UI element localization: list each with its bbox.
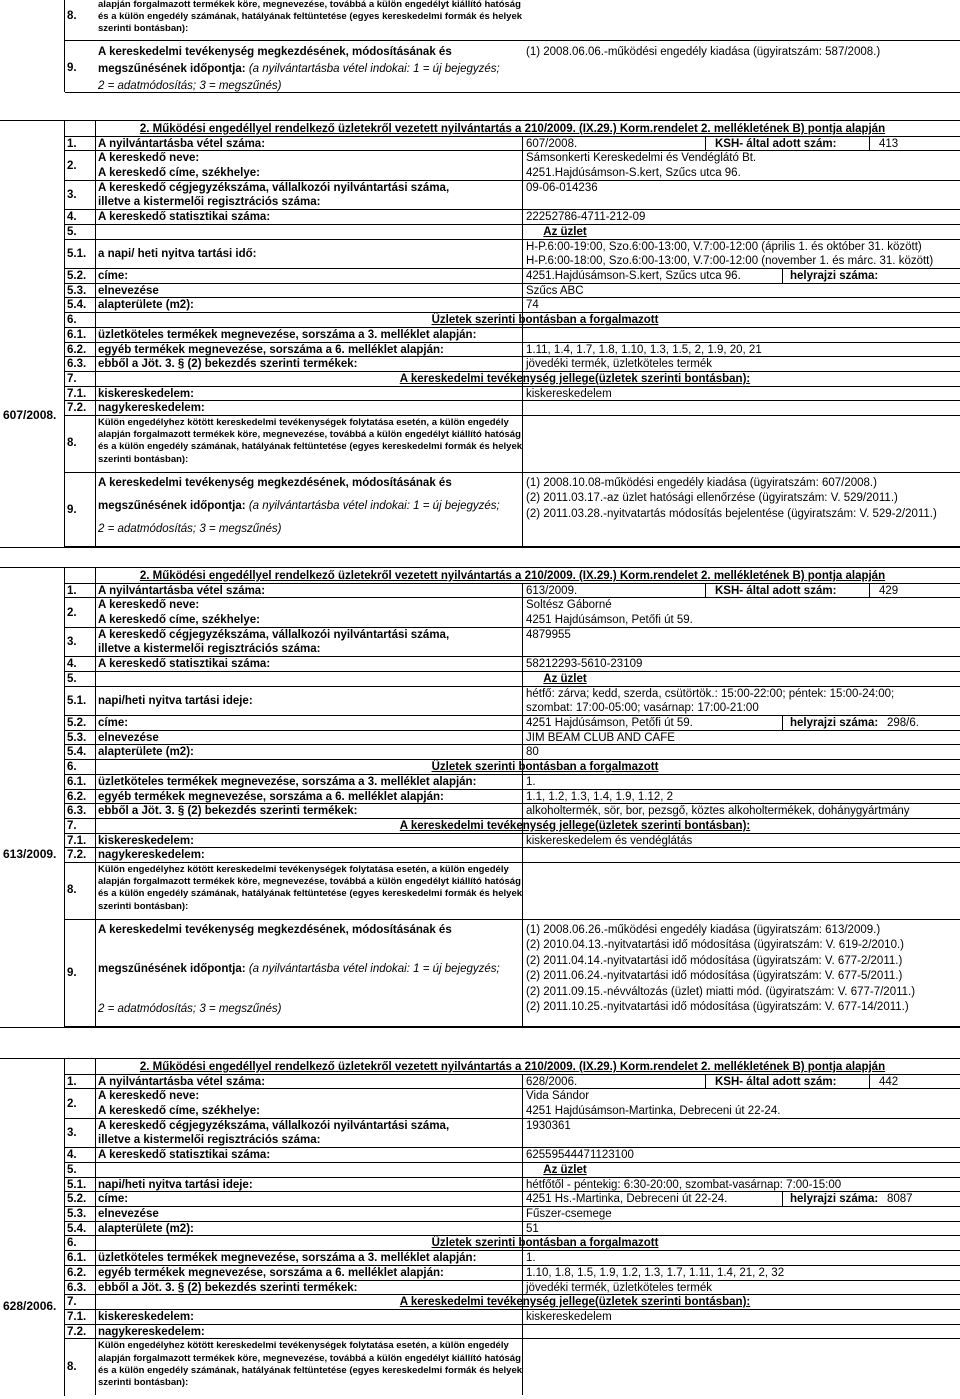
row-divider	[65, 415, 960, 416]
row-divider	[65, 1338, 960, 1339]
special-permit-line: Külön engedélyhez kötött kereskedelmi tevékenységek folytatása esetén, a külön engedély	[98, 864, 509, 875]
special-permit-line: alapján forgalmazott termékek köre, megnevezése, továbbá a külön engedélyt kiállító hatóság	[98, 1352, 521, 1364]
field-label: címe:	[98, 270, 129, 282]
field-label: alapterülete (m2):	[98, 746, 194, 759]
special-permit-line: szerinti bontásban):	[98, 900, 189, 912]
field-label: ebből a Jöt. 3. § (2) bekezdés szerinti termékek:	[98, 805, 358, 818]
activity-dates-label-2	[98, 499, 548, 513]
special-permit-line: szerinti bontásban):	[98, 453, 189, 465]
products-heading: Üzletek szerinti bontásban a forgalmazott	[431, 314, 659, 327]
lot-number-value: 298/6.	[887, 717, 919, 729]
company-number-label	[98, 628, 518, 656]
trader-name-value: Vida Sándor	[526, 1090, 590, 1103]
opening-hours-value	[526, 240, 960, 268]
ksh-label: KSH- által adott szám:	[715, 137, 837, 150]
opening-hours-line: hétfőtől - péntekig: 6:30-20:00, szombat-vasárnap: 7:00-15:00	[526, 1178, 842, 1191]
shop-heading: Az üzlet	[543, 225, 587, 238]
row-8-line-2: és a külön engedély számának, hatályának feltüntetése (egyes kereskedelmi formák és helyek	[98, 11, 523, 23]
field-value: 58212293-5610-23109	[526, 658, 643, 671]
special-permit-line: és a külön engedély számának, hatályának feltüntetése (egyes kereskedelmi formák és helyek	[98, 888, 523, 900]
field-value: 1.10, 1.8, 1.5, 1.9, 1.2, 1.3, 1.7, 1.11, 1.4, 21, 2, 32	[526, 1266, 785, 1279]
row-number: 5.1.	[67, 1178, 87, 1191]
row-number: 1.	[67, 137, 77, 150]
activity-dates-line: (2) 2011.03.28.-nyitvatartás módosítás bejelentése (ügyiratszám: V. 529-2/2011.)	[526, 507, 937, 520]
special-permit-label	[98, 1340, 538, 1389]
row-number: 5.4.	[67, 299, 87, 312]
activity-dates-label-1: A kereskedelmi tevékenység megkezdésének, módosításának és	[98, 923, 452, 936]
record-id-column	[0, 568, 65, 1027]
field-value: 4251 Hs.-Martinka, Debreceni út 22-24.	[526, 1193, 728, 1206]
row-divider	[65, 919, 960, 920]
opening-hours-value	[526, 687, 960, 715]
special-permit-line: szerinti bontásban):	[98, 1376, 189, 1388]
row-activity-dates	[65, 923, 960, 1024]
row-9-label-3: 2 = adatmódosítás; 3 = megszűnés)	[98, 80, 282, 92]
record-fragment	[0, 0, 960, 94]
row-number: 5.3.	[67, 731, 87, 744]
shop-heading: Az üzlet	[543, 672, 587, 685]
field-value: kiskereskedelem	[526, 387, 612, 400]
field-label: alapterülete (m2):	[98, 299, 194, 312]
company-number-label-1: A kereskedő cégjegyzékszáma, vállalkozói nyilvántartási száma,	[98, 181, 450, 194]
activity-dates-label-2	[98, 962, 548, 976]
activity-dates-label-2a: megszűnésének időpontja:	[98, 963, 246, 976]
company-number-value: 1930361	[526, 1119, 571, 1132]
row-number: 3.	[67, 636, 77, 649]
column-divider	[522, 136, 523, 546]
activity-heading: A kereskedelmi tevékenység jellege(üzletek szerinti bontásban):	[399, 819, 751, 832]
column-divider	[782, 1191, 783, 1206]
row-number: 3.	[67, 189, 77, 202]
activity-dates-label	[98, 923, 548, 1016]
activity-dates-line: (1) 2008.10.08-működési engedély kiadása (ügyiratszám: 607/2008.)	[526, 476, 877, 489]
row-number: 4.	[67, 1149, 77, 1162]
row-number: 8.	[67, 1360, 77, 1373]
activity-dates-line: (1) 2008.06.26.-működési engedély kiadása (ügyiratszám: 613/2009.)	[526, 923, 881, 936]
ksh-value: 429	[879, 584, 899, 597]
field-label: elnevezése	[98, 731, 159, 744]
row-number: 7.	[67, 372, 77, 385]
field-value: 22252786-4711-212-09	[526, 211, 646, 224]
field-value: 628/2006.	[526, 1075, 578, 1088]
column-divider	[869, 136, 870, 151]
row-opening-hours	[65, 1178, 960, 1193]
special-permit-line: alapján forgalmazott termékek köre, megnevezése, továbbá a külön engedélyt kiállító hatóság	[98, 429, 521, 441]
column-divider	[95, 1059, 96, 1395]
company-number-label-2: illetve a kistermelői regisztrációs száma:	[98, 642, 321, 655]
row-opening-hours	[65, 687, 960, 716]
field-label: nagykereskedelem:	[98, 1325, 205, 1338]
company-number-label-1: A kereskedő cégjegyzékszáma, vállalkozói nyilvántartási száma,	[98, 628, 450, 641]
ksh-label: KSH- által adott szám:	[715, 1075, 837, 1088]
field-value: 1.11, 1.4, 1.7, 1.8, 1.10, 1.3, 1.5, 2, 1.9, 20, 21	[526, 343, 762, 356]
field-label: nagykereskedelem:	[98, 849, 205, 862]
row-special-permit	[65, 1340, 960, 1393]
row-company-number	[65, 628, 960, 657]
field-label: A nyilvántartásba vétel száma:	[98, 1075, 266, 1088]
field-value: Fűszer-csemege	[526, 1208, 612, 1220]
ksh-label: KSH- által adott szám:	[715, 584, 837, 597]
field-value: jövedéki termék, üzletköteles termék	[526, 1281, 712, 1294]
company-number-label	[98, 1119, 518, 1147]
company-number-label-2: illetve a kistermelői regisztrációs száma:	[98, 195, 321, 208]
opening-hours-label: napi/heti nyitva tartási ideje:	[98, 1178, 253, 1191]
row-number: 6.3.	[67, 1281, 87, 1294]
field-label: egyéb termékek megnevezése, sorszáma a 6. melléklet alapján:	[98, 343, 444, 356]
field-value: Szűcs ABC	[526, 284, 584, 297]
field-value: 607/2008.	[526, 137, 578, 150]
special-permit-line: Külön engedélyhez kötött kereskedelmi tevékenységek folytatása esetén, a külön engedély	[98, 1340, 509, 1352]
field-label: kiskereskedelem:	[98, 1310, 194, 1323]
field-label: ebből a Jöt. 3. § (2) bekezdés szerinti termékek:	[98, 358, 358, 371]
row-9-value: (1) 2008.06.06.-működési engedély kiadása (ügyiratszám: 587/2008.)	[526, 46, 881, 58]
row-number: 7.1.	[67, 387, 87, 400]
row-number: 6.2.	[67, 1266, 87, 1279]
row-number: 6.2.	[67, 343, 87, 356]
field-label: ebből a Jöt. 3. § (2) bekezdés szerinti termékek:	[98, 1281, 358, 1294]
row-number: 6.1.	[67, 328, 87, 341]
row-number: 2.	[67, 159, 77, 172]
row-number: 6.1.	[67, 775, 87, 788]
row-number: 5.4.	[67, 746, 87, 759]
row-number: 9.	[67, 503, 77, 516]
row-number: 3.	[67, 1127, 77, 1140]
row-number: 8.	[67, 884, 77, 897]
record-id-column	[0, 121, 65, 547]
row-number: 1.	[67, 584, 77, 597]
activity-dates-value	[526, 476, 960, 523]
ksh-value: 413	[879, 137, 899, 150]
row-number: 5.2.	[67, 717, 87, 729]
special-permit-label	[98, 417, 538, 466]
company-number-value: 4879955	[526, 628, 571, 641]
trader-address-value: 4251 Hajdúsámson, Petőfi út 59.	[526, 614, 693, 627]
activity-dates-label-3: 2 = adatmódosítás; 3 = megszűnés)	[98, 1002, 282, 1015]
activity-dates-line: (2) 2011.09.15.-névváltozás (üzlet) miatti mód. (ügyiratszám: V. 677-7/2011.)	[526, 985, 916, 998]
column-divider	[95, 568, 96, 1026]
activity-dates-line: (2) 2010.04.13.-nyitvatartási idő módosítása (ügyiratszám: V. 619-2/2010.)	[526, 939, 905, 952]
record-rows	[65, 121, 960, 551]
trader-address-label: A kereskedő címe, székhelye:	[98, 614, 260, 627]
row-number: 9.	[67, 967, 77, 980]
field-label: A kereskedő statisztikai száma:	[98, 1149, 271, 1162]
field-label: egyéb termékek megnevezése, sorszáma a 6. melléklet alapján:	[98, 790, 444, 803]
field-label: alapterülete (m2):	[98, 1222, 194, 1235]
record-id: 628/2006.	[3, 1299, 57, 1313]
record-id: 613/2009.	[3, 847, 57, 861]
shop-heading: Az üzlet	[543, 1163, 587, 1176]
record-id-column	[0, 0, 65, 92]
field-label: egyéb termékek megnevezése, sorszáma a 6. melléklet alapján:	[98, 1266, 444, 1279]
record-block	[0, 120, 960, 548]
row-number: 5.	[67, 672, 77, 685]
record-rows	[65, 568, 960, 1023]
field-value: 4251.Hajdúsámson-S.kert, Szűcs utca 96.	[526, 270, 741, 282]
row-divider	[65, 1026, 960, 1027]
row-trader	[65, 1089, 960, 1118]
activity-dates-label-2b: (a nyilvántartásba vétel indokai: 1 = új bejegyzés;	[248, 963, 500, 976]
record-heading: 2. Működési engedéllyel rendelkező üzletekről vezetett nyilvántartás a 210/2009. (IX.29.) Korm.rendelet 2. mellékletének B) pontja alapján	[139, 123, 886, 135]
row-divider	[65, 472, 960, 473]
activity-dates-line: (2) 2011.03.17.-az üzlet hatósági ellenőrzése (ügyiratszám: V. 529/2011.)	[526, 492, 898, 505]
field-value: 74	[526, 299, 539, 312]
field-value: kiskereskedelem	[526, 1310, 612, 1323]
field-label: kiskereskedelem:	[98, 387, 194, 400]
special-permit-label	[98, 864, 538, 913]
field-label: elnevezése	[98, 284, 159, 297]
row-number: 6.2.	[67, 790, 87, 803]
field-label: címe:	[98, 1193, 129, 1206]
trader-address-value: 4251.Hajdúsámson-S.kert, Szűcs utca 96.	[526, 167, 741, 180]
lot-number-label: helyrajzi száma:	[790, 270, 879, 282]
trader-address-value: 4251 Hajdúsámson-Martinka, Debreceni út 22-24.	[526, 1105, 781, 1118]
field-label: címe:	[98, 717, 129, 729]
activity-dates-line: (2) 2011.06.24.-nyitvatartási idő módosítása (ügyiratszám: V. 677-5/2011.)	[526, 970, 903, 983]
row-divider	[65, 862, 960, 863]
activity-dates-label-1: A kereskedelmi tevékenység megkezdésének, módosításának és	[98, 476, 452, 489]
row-number: 1.	[67, 1075, 77, 1088]
field-value: 62559544471123100	[526, 1149, 634, 1162]
column-divider	[522, 1074, 523, 1395]
opening-hours-line: H-P.6:00-19:00, Szo.6:00-13:00, V.7:00-12:00 (április 1. és október 31. között)	[526, 240, 922, 253]
products-heading: Üzletek szerinti bontásban a forgalmazott	[431, 761, 659, 774]
field-label: A kereskedő statisztikai száma:	[98, 211, 271, 224]
field-label: üzletköteles termékek megnevezése, sorszáma a 3. melléklet alapján:	[98, 775, 477, 788]
products-heading: Üzletek szerinti bontásban a forgalmazott	[431, 1237, 659, 1250]
field-value: 51	[526, 1222, 539, 1235]
field-label: A nyilvántartásba vétel száma:	[98, 584, 266, 597]
row-8-line-1: alapján forgalmazott termékek köre, megnevezése, továbbá a külön engedélyt kiállító hatóság	[98, 0, 521, 10]
activity-heading: A kereskedelmi tevékenység jellege(üzletek szerinti bontásban):	[399, 372, 751, 385]
row-trader	[65, 151, 960, 180]
row-number: 5.1.	[67, 247, 87, 260]
row-number: 7.	[67, 819, 77, 832]
row-number: 5.3.	[67, 1208, 87, 1220]
row-number: 8.	[67, 10, 77, 22]
field-label: kiskereskedelem:	[98, 834, 194, 847]
field-value: 1.	[526, 775, 536, 788]
row-number: 4.	[67, 211, 77, 224]
trader-name-value: Soltész Gáborné	[526, 599, 612, 612]
trader-name-label: A kereskedő neve:	[98, 1090, 200, 1103]
field-value: 1.1, 1.2, 1.3, 1.4, 1.9, 1.12, 2	[526, 790, 674, 803]
column-divider	[869, 583, 870, 598]
opening-hours-value	[526, 1178, 960, 1192]
ksh-value: 442	[879, 1075, 899, 1088]
activity-dates-label	[98, 476, 548, 536]
field-value: JIM BEAM CLUB AND CAFE	[526, 731, 675, 744]
column-divider	[782, 268, 783, 283]
trader-name-label: A kereskedő neve:	[98, 599, 200, 612]
field-value: 613/2009.	[526, 584, 578, 597]
row-number: 4.	[67, 658, 77, 671]
opening-hours-line: hétfő: zárva; kedd, szerda, csütörtök.: 15:00-22:00; péntek: 15:00-24:00;	[526, 687, 895, 700]
column-divider	[95, 121, 96, 546]
field-value: kiskereskedelem és vendéglátás	[526, 834, 693, 847]
row-trader	[65, 598, 960, 627]
row-number: 6.	[67, 314, 77, 327]
field-label: elnevezése	[98, 1208, 159, 1220]
special-permit-line: és a külön engedély számának, hatályának feltüntetése (egyes kereskedelmi formák és helyek	[98, 441, 523, 453]
field-label: nagykereskedelem:	[98, 402, 205, 415]
field-value: jövedéki termék, üzletköteles termék	[526, 358, 712, 371]
row-number: 5.	[67, 1163, 77, 1176]
row-number: 5.2.	[67, 1193, 87, 1206]
company-number-label-1: A kereskedő cégjegyzékszáma, vállalkozói nyilvántartási száma,	[98, 1119, 450, 1132]
trader-address-label: A kereskedő címe, székhelye:	[98, 1105, 260, 1118]
record-block	[0, 567, 960, 1028]
field-value: 4251 Hajdúsámson, Petőfi út 59.	[526, 717, 693, 729]
column-divider	[705, 1074, 706, 1089]
row-company-number	[65, 1119, 960, 1148]
row-number: 2.	[67, 606, 77, 619]
lot-number-label: helyrajzi száma:	[790, 717, 879, 729]
trader-name-label: A kereskedő neve:	[98, 152, 200, 165]
row-special-permit	[65, 417, 960, 470]
row-number: 6.3.	[67, 805, 87, 818]
field-label: üzletköteles termékek megnevezése, sorszáma a 3. melléklet alapján:	[98, 1252, 477, 1265]
field-value: 1.	[526, 1252, 536, 1265]
row-number: 7.2.	[67, 402, 87, 415]
special-permit-line: alapján forgalmazott termékek köre, megnevezése, továbbá a külön engedélyt kiállító hatóság	[98, 876, 521, 888]
row-9-label-2b: (a nyilvántartásba vétel indokai: 1 = új bejegyzés;	[248, 63, 500, 75]
row-number: 6.1.	[67, 1252, 87, 1265]
row-company-number	[65, 181, 960, 210]
row-number: 7.1.	[67, 834, 87, 847]
field-value: alkoholtermék, sör, bor, pezsgő, köztes alkoholtermékek, dohánygyártmány	[526, 805, 910, 818]
row-number: 7.2.	[67, 1325, 87, 1338]
opening-hours-label: a napi/ heti nyitva tartási idő:	[98, 247, 257, 260]
row-special-permit	[65, 864, 960, 917]
activity-dates-line: (2) 2011.04.14.-nyitvatartási idő módosítása (ügyiratszám: V. 677-2/2011.)	[526, 954, 903, 967]
record-block	[0, 1058, 960, 1396]
field-value: 80	[526, 746, 539, 759]
activity-dates-label-2b: (a nyilvántartásba vétel indokai: 1 = új bejegyzés;	[248, 499, 500, 512]
special-permit-line: és a külön engedély számának, hatályának feltüntetése (egyes kereskedelmi formák és helyek	[98, 1364, 523, 1376]
row-number: 7.	[67, 1296, 77, 1309]
special-permit-line: Külön engedélyhez kötött kereskedelmi tevékenységek folytatása esetén, a külön engedély	[98, 417, 509, 428]
opening-hours-line: szombat: 17:00-05:00; vasárnap: 17:00-21:00	[526, 701, 759, 714]
record-heading: 2. Működési engedéllyel rendelkező üzletekről vezetett nyilvántartás a 210/2009. (IX.29.) Korm.rendelet 2. mellékletének B) pontja alapján	[139, 570, 886, 582]
trader-name-value: Sámsonkerti Kereskedelmi és Vendéglátó Bt.	[526, 152, 757, 165]
row-number: 5.3.	[67, 284, 87, 297]
row-activity-dates	[65, 476, 960, 544]
column-divider	[705, 583, 706, 598]
record-heading: 2. Működési engedéllyel rendelkező üzletekről vezetett nyilvántartás a 210/2009. (IX.29.) Korm.rendelet 2. mellékletének B) pontja alapján	[139, 1061, 886, 1073]
row-number: 5.4.	[67, 1222, 87, 1235]
row-number: 6.3.	[67, 358, 87, 371]
field-label: A kereskedő statisztikai száma:	[98, 658, 271, 671]
column-divider	[705, 136, 706, 151]
record-id: 607/2008.	[3, 408, 57, 422]
row-opening-hours	[65, 240, 960, 269]
company-number-label	[98, 181, 518, 209]
row-number: 6.	[67, 1237, 77, 1250]
row-8-line-3: szerinti bontásban):	[98, 23, 189, 35]
activity-dates-label-3: 2 = adatmódosítás; 3 = megszűnés)	[98, 522, 282, 535]
company-number-label-2: illetve a kistermelői regisztrációs száma:	[98, 1133, 321, 1146]
activity-dates-value	[526, 923, 960, 1016]
row-number: 2.	[67, 1097, 77, 1110]
column-divider	[782, 715, 783, 730]
row-number: 7.2.	[67, 849, 87, 862]
row-number: 9.	[67, 62, 77, 74]
row-number: 7.1.	[67, 1310, 87, 1323]
column-divider	[522, 583, 523, 1026]
record-rows	[65, 1059, 960, 1399]
trader-address-label: A kereskedő címe, székhelye:	[98, 167, 260, 180]
activity-dates-line: (2) 2011.10.25.-nyitvatartási idő módosítása (ügyiratszám: V. 677-14/2011.)	[526, 1001, 909, 1014]
field-label: üzletköteles termékek megnevezése, sorszáma a 3. melléklet alapján:	[98, 328, 477, 341]
lot-number-label: helyrajzi száma:	[790, 1193, 879, 1206]
row-divider	[65, 546, 960, 547]
row-number: 5.2.	[67, 270, 87, 282]
row-number: 5.	[67, 225, 77, 238]
row-9-label-1: A kereskedelmi tevékenység megkezdésének, módosításának és	[98, 46, 452, 58]
company-number-value: 09-06-014236	[526, 181, 598, 194]
row-number: 6.	[67, 761, 77, 774]
row-number: 5.1.	[67, 694, 87, 707]
field-label: A nyilvántartásba vétel száma:	[98, 137, 266, 150]
record-id-column	[0, 1059, 65, 1396]
activity-heading: A kereskedelmi tevékenység jellege(üzletek szerinti bontásban):	[399, 1296, 751, 1309]
row-number: 8.	[67, 437, 77, 450]
opening-hours-label: napi/heti nyitva tartási ideje:	[98, 694, 253, 707]
row-9-label-2a: megszűnésének időpontja:	[98, 63, 246, 75]
opening-hours-line: H-P.6:00-18:00, Szo.6:00-13:00, V.7:00-12:00 (november 1. és márc. 31. között)	[526, 254, 934, 267]
activity-dates-label-2a: megszűnésének időpontja:	[98, 499, 246, 512]
column-divider	[869, 1074, 870, 1089]
lot-number-value: 8087	[887, 1193, 913, 1206]
